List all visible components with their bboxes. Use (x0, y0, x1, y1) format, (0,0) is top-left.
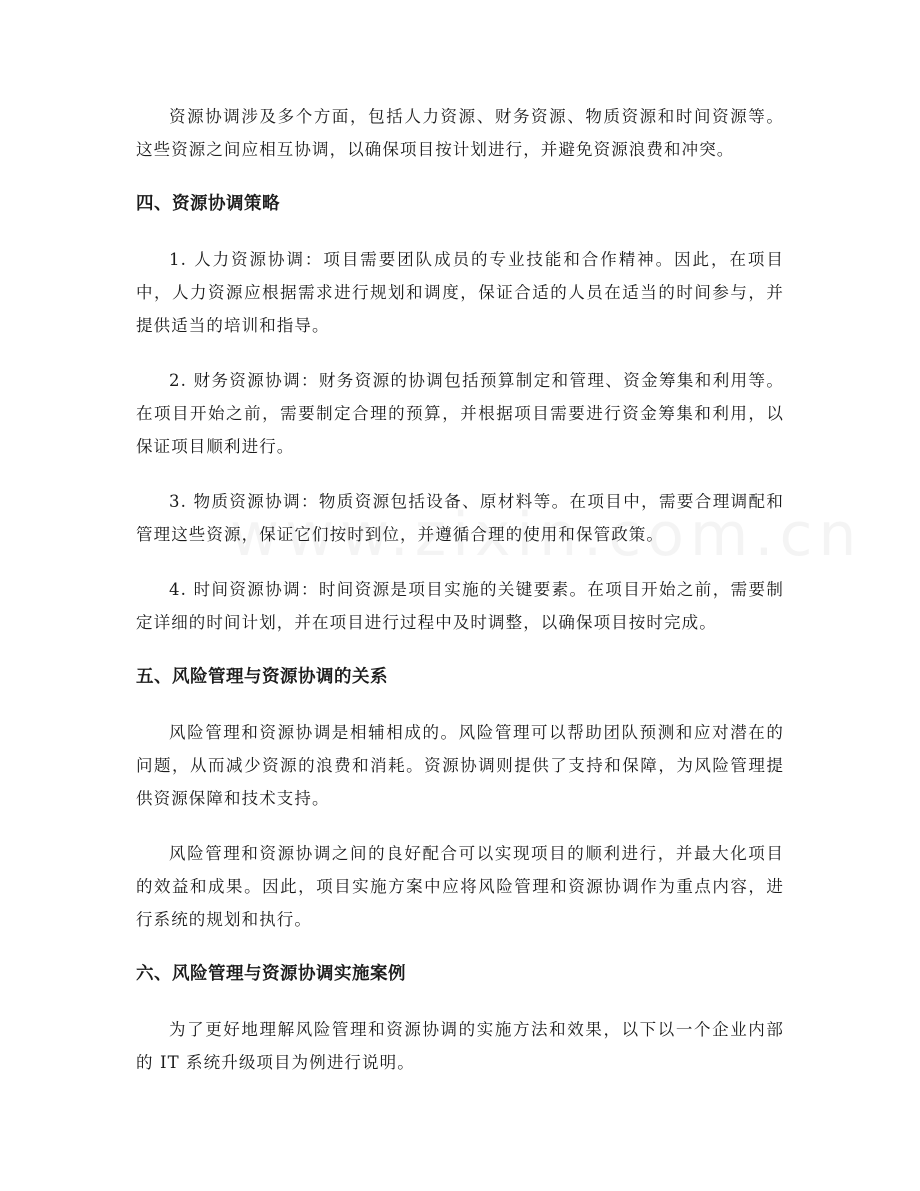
document-page (136, 100, 784, 1101)
section-heading-5: 五、风险管理与资源协调的关系 (136, 667, 388, 687)
paragraph-cooperation: 风险管理和资源协调之间的良好配合可以实现项目的顺利进行，并最大化项目的效益和成果。因此，项目实施方案中应将风险管理和资源协调作为重点内容，进行系统的规划和执行。 (136, 844, 784, 929)
list-item-material-resources: 3. 物质资源协调：物质资源包括设备、原材料等。在项目中，需要合理调配和管理这些资源，保证它们按时到位，并遵循合理的使用和保管政策。 (136, 492, 784, 544)
list-item-time-resources: 4. 时间资源协调：时间资源是项目实施的关键要素。在项目开始之前，需要制定详细的时间计划，并在项目进行过程中及时调整，以确保项目按时完成。 (136, 580, 784, 632)
section-heading-4: 四、资源协调策略 (136, 194, 280, 214)
paragraph-relationship: 风险管理和资源协调是相辅相成的。风险管理可以帮助团队预测和应对潜在的问题，从而减少资源的浪费和消耗。资源协调则提供了支持和保障，为风险管理提供资源保障和技术支持。 (136, 723, 784, 808)
section-heading-6: 六、风险管理与资源协调实施案例 (136, 964, 406, 984)
paragraph-resource-scope: 资源协调涉及多个方面，包括人力资源、财务资源、物质资源和时间资源等。这些资源之间应相互协调，以确保项目按计划进行，并避免资源浪费和冲突。 (136, 107, 784, 159)
list-item-financial-resources: 2. 财务资源协调：财务资源的协调包括预算制定和管理、资金筹集和利用等。在项目开始之前，需要制定合理的预算，并根据项目需要进行资金筹集和利用，以保证项目顺利进行。 (136, 371, 784, 456)
list-item-human-resources: 1. 人力资源协调：项目需要团队成员的专业技能和合作精神。因此，在项目中，人力资源应根据需求进行规划和调度，保证合适的人员在适当的时间参与，并提供适当的培训和指导。 (136, 250, 784, 335)
paragraph-case-intro: 为了更好地理解风险管理和资源协调的实施方法和效果，以下以一个企业内部的 IT 系统升级项目为例进行说明。 (136, 1020, 784, 1072)
